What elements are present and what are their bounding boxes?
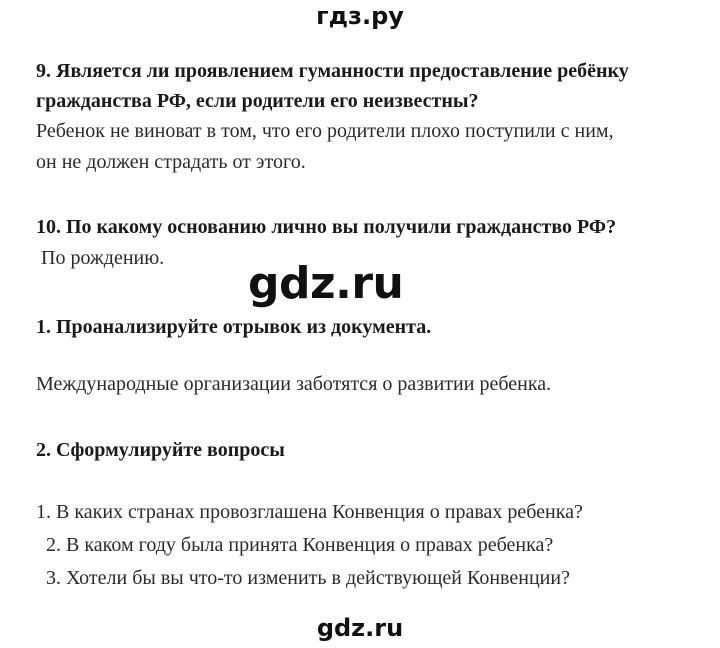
task-1-answer: Международные организации заботятся о развитии ребенка. (36, 373, 552, 395)
answer-10: По рождению. (36, 247, 165, 269)
answer-9-line-2: он не должен страдать от этого. (36, 151, 306, 173)
question-9-line-2: гражданства РФ, если родители его неизвестны? (36, 90, 479, 112)
question-9-line-1: 9. Является ли проявлением гуманности предоставление ребёнку (36, 60, 629, 82)
site-header: гдз.ру (316, 2, 404, 30)
task-1-heading: 1. Проанализируйте отрывок из документа. (36, 316, 432, 338)
watermark-gdz: gdz.ru (248, 258, 404, 309)
answer-9-line-1: Ребенок не виноват в том, что его родители плохо поступили с ним, (36, 120, 614, 142)
footer-watermark: gdz.ru (316, 614, 404, 642)
task-2-heading: 2. Сформулируйте вопросы (36, 439, 285, 461)
question-10: 10. По какому основанию лично вы получили гражданство РФ? (36, 216, 617, 238)
task-2-item-3: 3. Хотели бы вы что-то изменить в действующей Конвенции? (36, 567, 570, 589)
task-2-item-2: 2. В каком году была принята Конвенция о правах ребенка? (36, 534, 554, 556)
task-2-item-1: 1. В каких странах провозглашена Конвенция о правах ребенка? (36, 501, 583, 523)
